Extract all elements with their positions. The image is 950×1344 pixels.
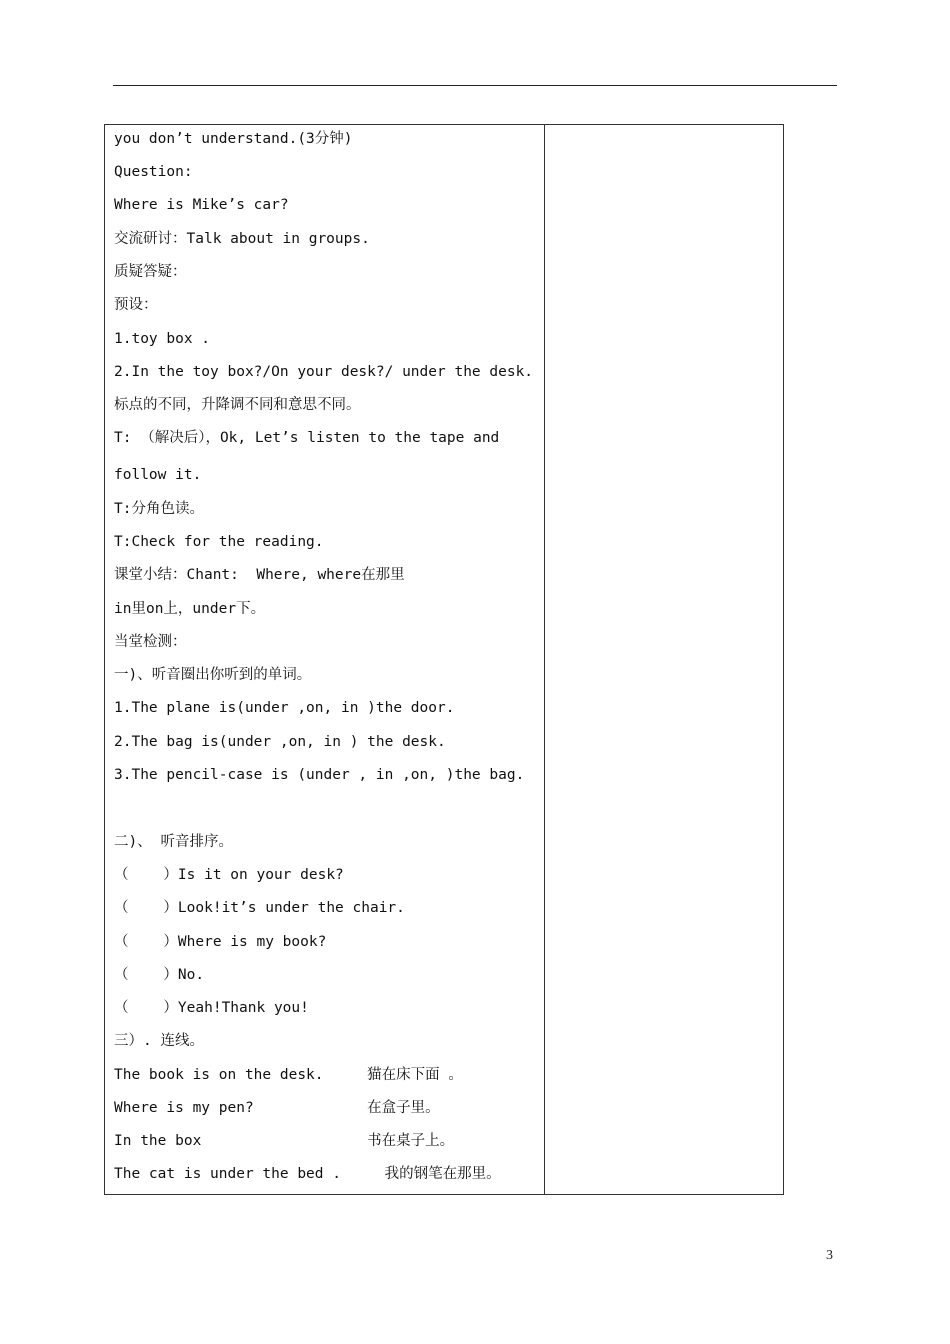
text-line: （ ）Look!it’s under the chair. <box>114 900 405 916</box>
lesson-table <box>104 124 784 1195</box>
text-line: in里on上，under下。 <box>114 601 266 617</box>
text-line: In the box 书在桌子上。 <box>114 1133 455 1149</box>
text-line: T:Check for the reading. <box>114 534 324 550</box>
text-line: 2.In the toy box?/On your desk?/ under the desk. <box>114 364 534 380</box>
text-line: （ ）No. <box>114 967 205 983</box>
text-line: （ ）Where is my book? <box>114 934 327 950</box>
text-line: 2.The bag is(under ,on, in ) the desk. <box>114 734 446 750</box>
text-line: 交流研讨：Talk about in groups. <box>114 231 370 247</box>
text-line: 3.The pencil-case is (under , in ,on, )the bag. <box>114 767 525 783</box>
text-line: （ ）Is it on your desk? <box>114 867 344 883</box>
text-line: 标点的不同，升降调不同和意思不同。 <box>114 397 361 413</box>
text-line: The book is on the desk. 猫在床下面 。 <box>114 1067 463 1083</box>
text-line: T:分角色读。 <box>114 501 204 517</box>
text-line: The cat is under the bed . 我的钢笔在那里。 <box>114 1166 501 1182</box>
column-divider <box>544 125 545 1194</box>
text-line: T: （解决后），Ok, Let’s listen to the tape and <box>114 430 500 446</box>
text-line: 一)、听音圈出你听到的单词。 <box>114 667 312 683</box>
text-line: 二)、 听音排序。 <box>114 834 233 850</box>
text-line: follow it. <box>114 467 202 483</box>
text-line: 1.The plane is(under ,on, in )the door. <box>114 700 455 716</box>
text-line: Question: <box>114 164 193 180</box>
text-line: you don’t understand.(3分钟) <box>114 131 353 147</box>
text-line: 质疑答疑： <box>114 264 187 280</box>
text-line: 当堂检测： <box>114 634 187 650</box>
text-line: 三）. 连线。 <box>114 1033 204 1049</box>
text-line: Where is Mike’s car? <box>114 197 289 213</box>
text-line: Where is my pen? 在盒子里。 <box>114 1100 440 1116</box>
page-number: 3 <box>826 1248 833 1263</box>
text-line: 1.toy box . <box>114 331 211 347</box>
text-line: 课堂小结：Chant: Where, where在那里 <box>114 567 405 583</box>
text-line: 预设： <box>114 297 158 313</box>
header-rule <box>113 85 837 86</box>
text-line: （ ）Yeah!Thank you! <box>114 1000 309 1016</box>
